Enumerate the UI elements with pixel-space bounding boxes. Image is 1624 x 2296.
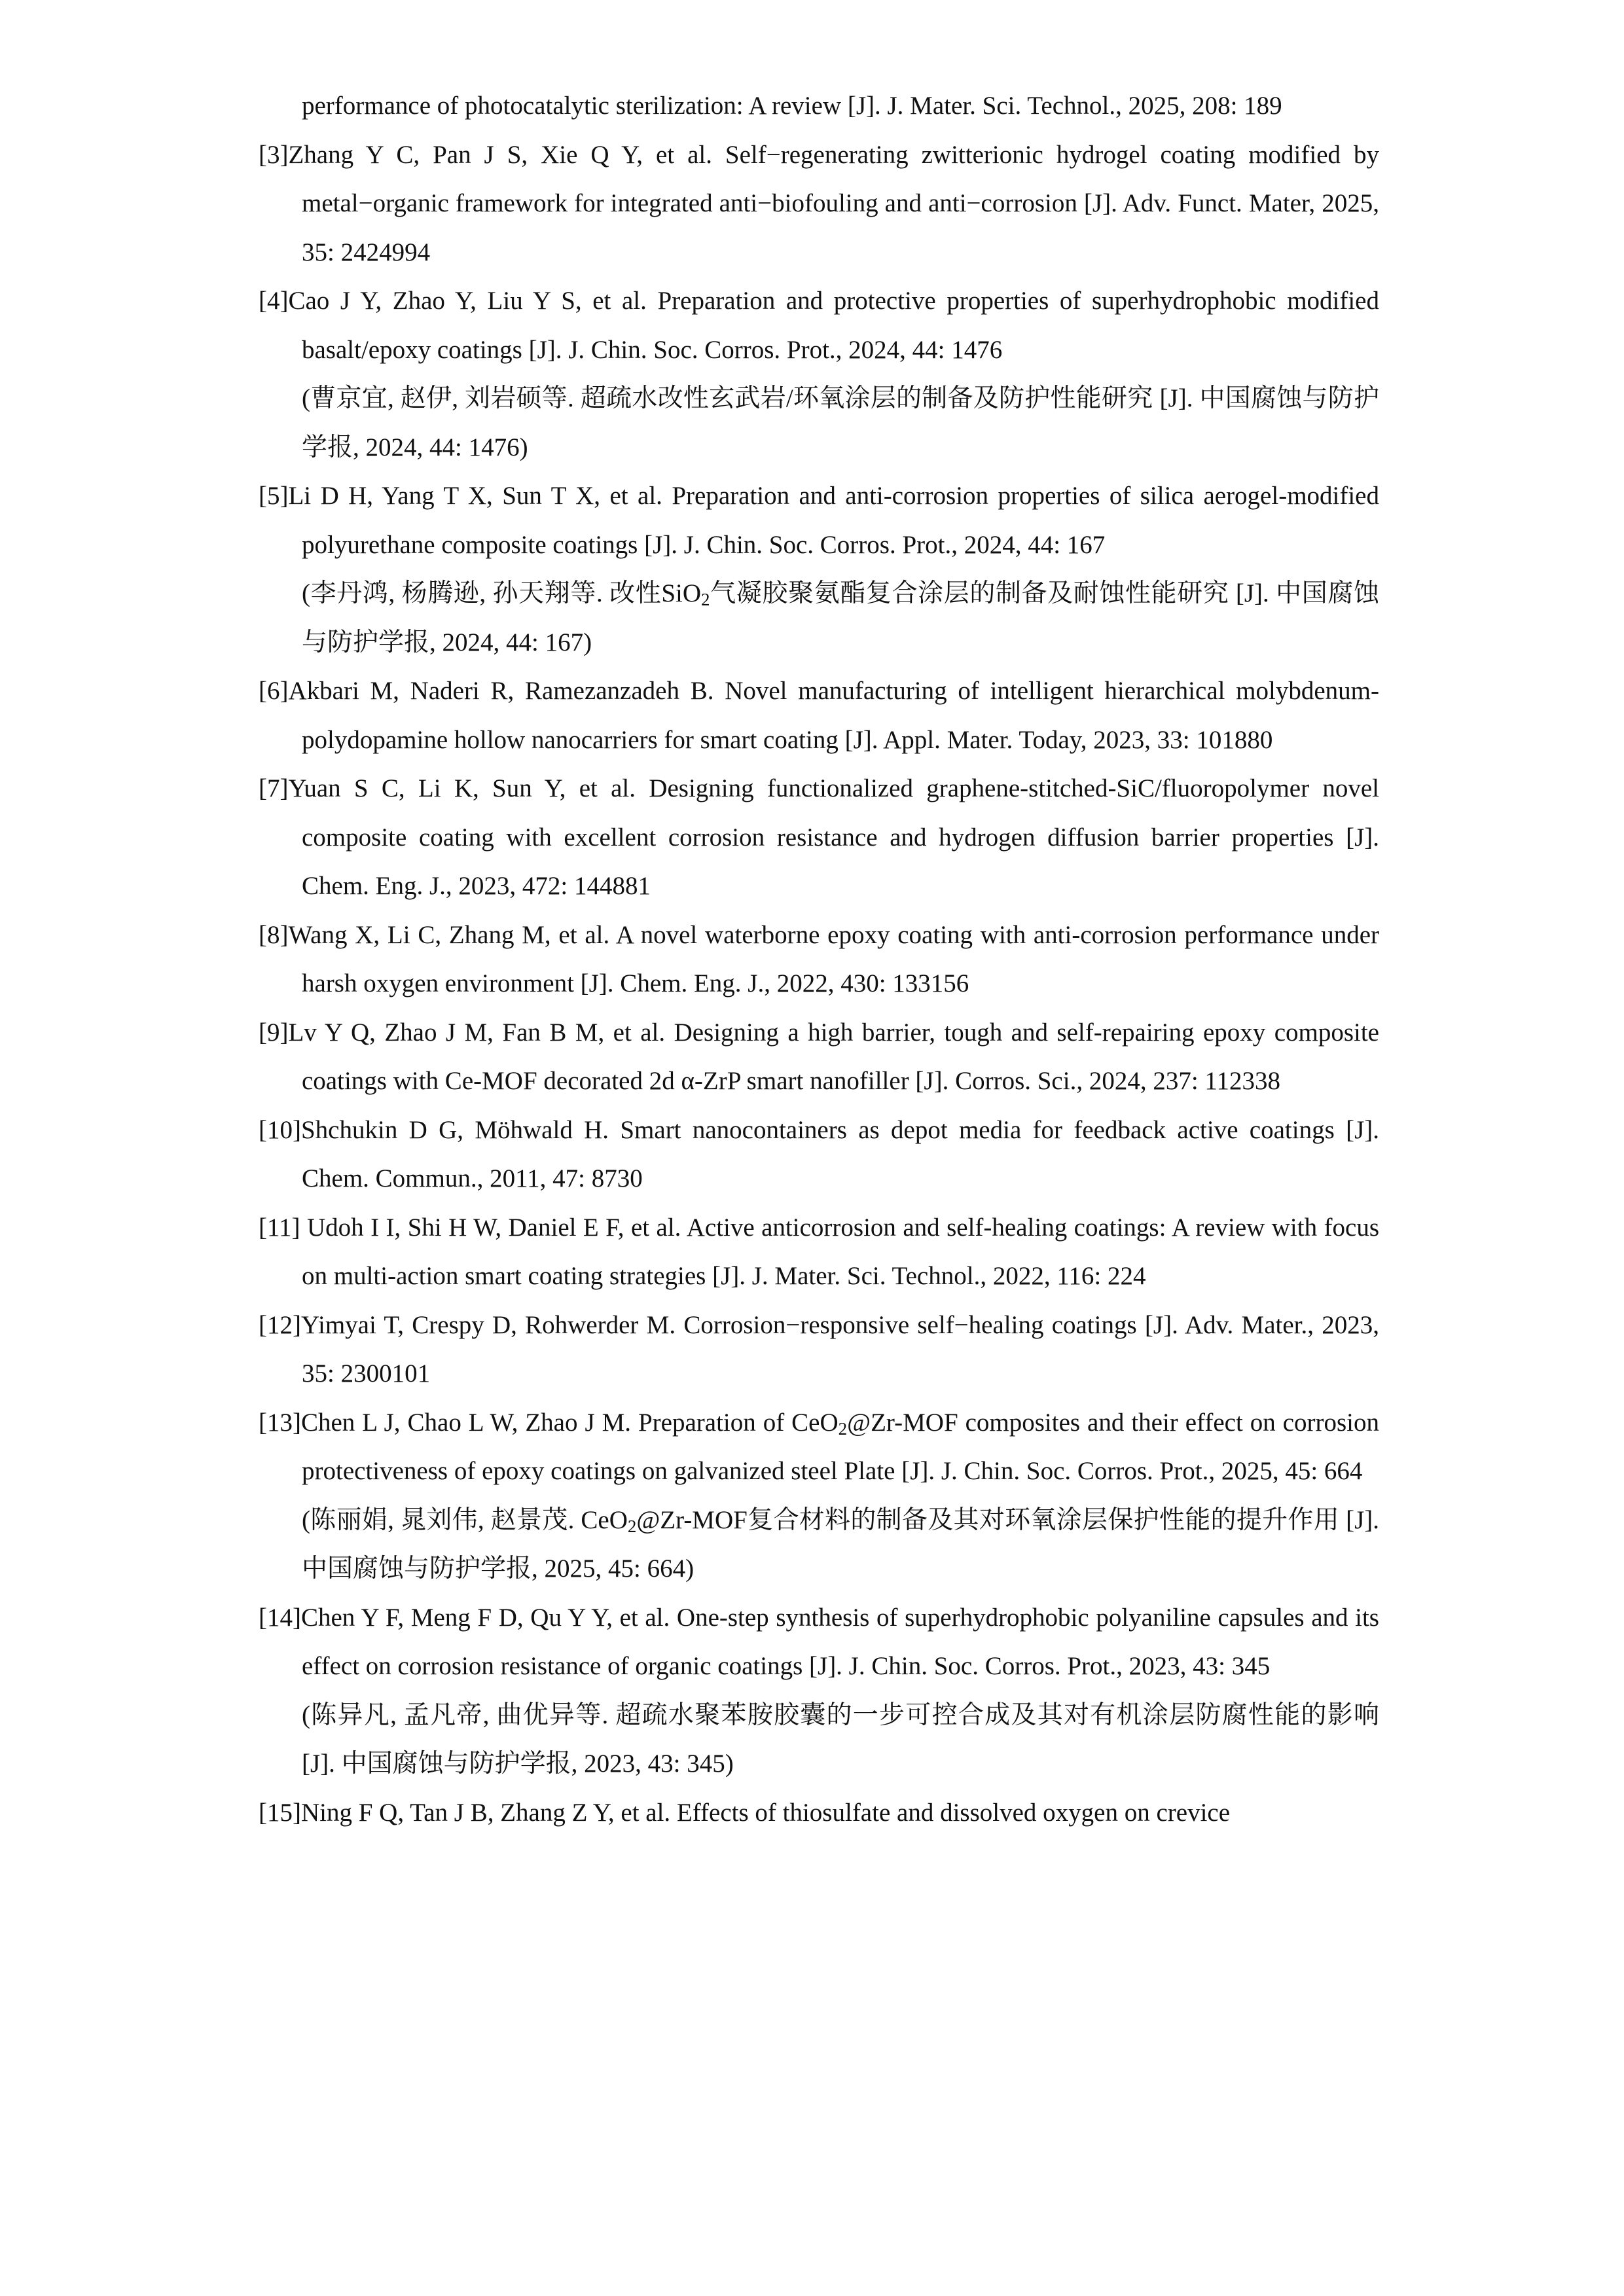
reference-number: [6]	[259, 677, 289, 705]
reference-text: Cao J Y, Zhao Y, Liu Y S, et al. Preparation and protective properties of superhydrophobic modified basalt/epoxy coatings [J]. J. Chin. Soc. Corros. Prot., 2024, 44: 1476	[288, 287, 1379, 364]
reference-text: Lv Y Q, Zhao J M, Fan B M, et al. Designing a high barrier, tough and self-repairing epoxy composite coatings with Ce-MOF decorated 2d α-ZrP smart nanofiller [J]. Corros. Sci., 2024, 237: 112338	[288, 1018, 1379, 1095]
reference-number: [4]	[259, 287, 289, 315]
reference-4	[259, 277, 1379, 472]
reference-12	[259, 1301, 1379, 1399]
reference-text: Yimyai T, Crespy D, Rohwerder M. Corrosion−responsive self−healing coatings [J]. Adv. Mater., 2023, 35: 2300101	[300, 1310, 1379, 1388]
reference-text: Udoh I I, Shi H W, Daniel E F, et al. Active anticorrosion and self-healing coatings: A review with focus on multi-action smart coating strategies [J]. J. Mater. Sci. Technol., 2022, 116: 224	[302, 1213, 1379, 1290]
reference-number: [15]	[259, 1798, 301, 1827]
reference-text: Akbari M, Naderi R, Ramezanzadeh B. Novel manufacturing of intelligent hierarchical molybdenum-polydopamine hollow nanocarriers for smart coating [J]. Appl. Mater. Today, 2023, 33: 101880	[288, 677, 1379, 754]
reference-number: [11]	[259, 1213, 307, 1242]
reference-number: [14]	[259, 1603, 301, 1632]
reference-11	[259, 1204, 1379, 1301]
reference-text: Yuan S C, Li K, Sun Y, et al. Designing functionalized graphene-stitched-SiC/fluoropolymer novel composite coating with excellent corrosion resistance and hydrogen diffusion barrier properties [J]. Chem. Eng. J., 2023, 472: 144881	[288, 774, 1379, 900]
reference-3	[259, 131, 1379, 278]
reference-8	[259, 911, 1379, 1009]
reference-text: Chen L J, Chao L W, Zhao J M. Preparation of CeO$_2$@Zr-MOF composites and their effect on corrosion protectiveness of epoxy coatings on galvanized steel Plate [J]. J. Chin. Soc. Corros. Prot., 2025, 45: 664	[300, 1408, 1380, 1485]
reference-number: [13]	[259, 1408, 301, 1437]
reference-list	[259, 82, 1379, 1837]
reference-text: Zhang Y C, Pan J S, Xie Q Y, et al. Self−regenerating zwitterionic hydrogel coating modified by metal−organic framework for integrated anti−biofouling and anti−corrosion [J]. Adv. Funct. Mater, 2025, 35: 2424994	[288, 140, 1379, 266]
reference-number: [5]	[259, 482, 289, 510]
reference-9	[259, 1009, 1379, 1106]
reference-number: [10]	[259, 1115, 301, 1144]
reference-number: [9]	[259, 1018, 289, 1047]
reference-text: Li D H, Yang T X, Sun T X, et al. Preparation and anti-corrosion properties of silica aerogel-modified polyurethane composite coatings [J]. J. Chin. Soc. Corros. Prot., 2024, 44: 167	[288, 482, 1379, 559]
reference-text: Wang X, Li C, Zhang M, et al. A novel waterborne epoxy coating with anti-corrosion performance under harsh oxygen environment [J]. Chem. Eng. J., 2022, 430: 133156	[288, 920, 1379, 997]
reference-chinese-text: (陈丽娟, 晁刘伟, 赵景茂. CeO$_2$@Zr-MOF复合材料的制备及其对环氧涂层保护性能的提升作用 [J]. 中国腐蚀与防护学报, 2025, 45: 664)	[302, 1505, 1379, 1583]
reference-number: [7]	[259, 774, 289, 802]
reference-15	[259, 1789, 1379, 1838]
reference-chinese-text: (陈异凡, 孟凡帝, 曲优异等. 超疏水聚苯胺胶囊的一步可控合成及其对有机涂层防腐性能的影响 [J]. 中国腐蚀与防护学报, 2023, 43: 345)	[302, 1700, 1379, 1778]
reference-text: Chen Y F, Meng F D, Qu Y Y, et al. One-step synthesis of superhydrophobic polyaniline capsules and its effect on corrosion resistance of organic coatings [J]. J. Chin. Soc. Corros. Prot., 2023, 43: 345	[300, 1603, 1379, 1680]
reference-10	[259, 1106, 1379, 1204]
reference-number: [12]	[259, 1310, 301, 1339]
reference-14	[259, 1594, 1379, 1789]
reference-number: [8]	[259, 920, 289, 949]
reference-13	[259, 1399, 1379, 1594]
reference-chinese-text: (曹京宜, 赵伊, 刘岩硕等. 超疏水改性玄武岩/环氧涂层的制备及防护性能研究 [J]. 中国腐蚀与防护学报, 2024, 44: 1476)	[302, 384, 1379, 461]
reference-5	[259, 472, 1379, 667]
reference-6	[259, 667, 1379, 764]
reference-7	[259, 764, 1379, 911]
reference-chinese-text: (李丹鸿, 杨腾逊, 孙天翔等. 改性SiO$_2$气凝胶聚氨酯复合涂层的制备及耐蚀性能研究 [J]. 中国腐蚀与防护学报, 2024, 44: 167)	[302, 579, 1379, 656]
reference-text: Shchukin D G, Möhwald H. Smart nanocontainers as depot media for feedback active coatings [J]. Chem. Commun., 2011, 47: 8730	[300, 1115, 1379, 1193]
reference-number: [3]	[259, 140, 289, 169]
reference-text: Ning F Q, Tan J B, Zhang Z Y, et al. Effects of thiosulfate and dissolved oxygen on crevice	[300, 1798, 1231, 1827]
reference-2-continued	[259, 82, 1379, 131]
reference-text: performance of photocatalytic sterilization: A review [J]. J. Mater. Sci. Technol., 2025, 208: 189	[302, 92, 1282, 120]
